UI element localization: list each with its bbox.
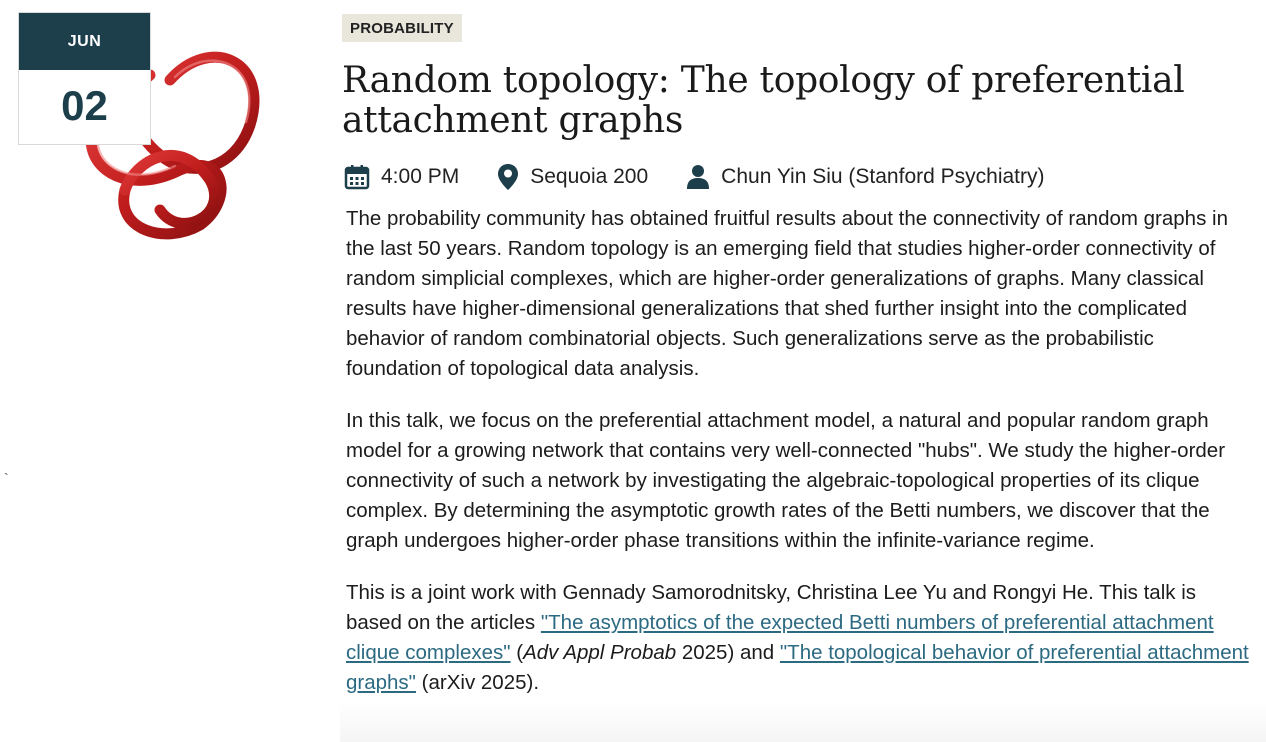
citation-1-close: 2025) and (676, 641, 780, 664)
date-badge (18, 12, 151, 145)
calendar-icon (344, 164, 370, 190)
category-tag[interactable]: PROBABILITY (342, 14, 462, 42)
citation-2: (arXiv 2025). (415, 671, 540, 694)
article-link-1[interactable]: "The asymptotics of the expected Betti numbers of preferential attachment clique complexes" (346, 611, 1214, 664)
citation-1-open: ( (510, 641, 524, 664)
person-icon (686, 164, 710, 190)
event-time-text: 4:00 PM (381, 165, 460, 188)
stray-mark: ` (4, 470, 9, 486)
event-detail (342, 14, 1252, 720)
article-link-2[interactable]: "The topological behavior of preferential attachment graphs" (346, 641, 1249, 694)
event-speaker (686, 164, 1044, 190)
event-location-text: Sequoia 200 (530, 165, 649, 188)
citation-1-journal: Adv Appl Probab (523, 641, 677, 664)
description-paragraph-1: The probability community has obtained fruitful results about the connectivity of random graphs in the last 50 years. Random topology is an emerging field that studies higher-order connectivity of random simplicial complexes, which are higher-order generalizations of graphs. Many classical results have higher-dimensional generalizations that shed further insight into the complicated behavior of random combinatorial objects. Such generalizations serve as the probabilistic foundation of topological data analysis. (346, 207, 1228, 380)
description-paragraph-3 (346, 578, 1251, 698)
date-month: JUN (19, 13, 150, 70)
event-time (344, 164, 459, 190)
event-speaker-text: Chun Yin Siu (Stanford Psychiatry) (721, 165, 1045, 188)
paragraph-3-intro: This is a joint work with Gennady Samorodnitsky, Christina Lee Yu and Rongyi He. This talk is based on the articles (346, 581, 1197, 634)
map-pin-icon (497, 163, 519, 191)
date-day: 02 (61, 82, 108, 129)
description-paragraph-2: In this talk, we focus on the preferential attachment model, a natural and popular random graph model for a growing network that contains very well-connected "hubs". We study the higher-order connectivity of such a network by investigating the algebraic-topological properties of its clique complex. By determining the asymptotic growth rates of the Betti numbers, we discover that the graph undergoes higher-order phase transitions within the infinite-variance regime. (346, 409, 1226, 552)
bottom-fade (340, 702, 1266, 742)
event-title: Random topology: The topology of preferential attachment graphs (342, 60, 1185, 141)
event-location (497, 163, 648, 191)
event-meta (344, 163, 1252, 191)
event-description (346, 204, 1251, 698)
